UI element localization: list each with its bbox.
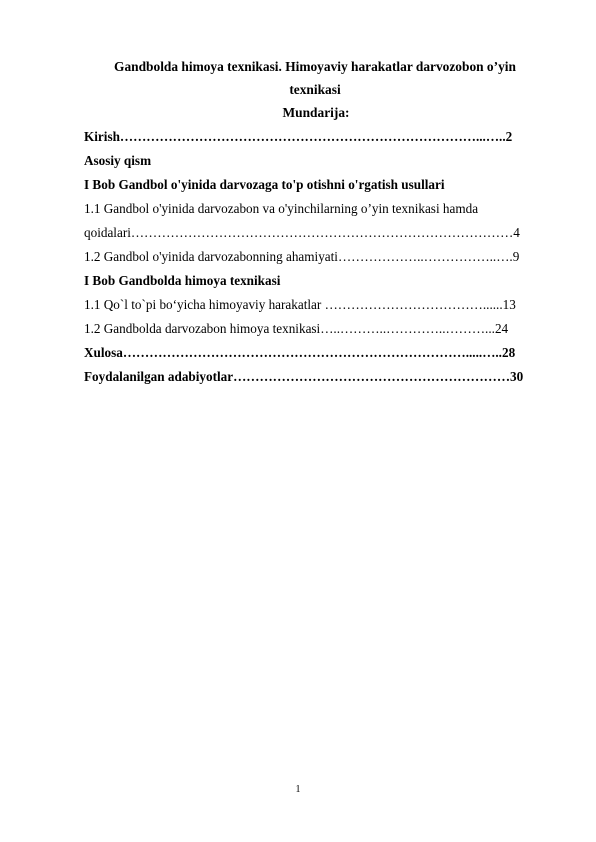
toc-entry-1-1-line-2: qoidalari……………………………………………………………………………4 bbox=[84, 225, 520, 240]
page-number: 1 bbox=[295, 784, 301, 795]
toc-entry-chapter-1: I Bob Gandbol o'yinida darvozaga to'p otishni o'rgatish usullari bbox=[84, 177, 445, 192]
toc-entry-chapter-2: I Bob Gandbolda himoya texnikasi bbox=[84, 273, 281, 288]
contents-heading: Mundarija: bbox=[282, 105, 350, 120]
toc-entry-1-1-line-1: 1.1 Gandbol o'yinida darvozabon va o'yinchilarning o’yin texnikasi hamda bbox=[84, 201, 479, 216]
toc-entry-2-1: 1.1 Qo`l to`pi bo‘yicha himoyaviy harakatlar ………………………………......13 bbox=[84, 297, 516, 312]
toc-entry-xulosa: Xulosa…………………………………………………………………….....…..28 bbox=[84, 345, 516, 360]
document-title-line-2: texnikasi bbox=[289, 82, 341, 97]
toc-entry-asosiy-qism: Asosiy qism bbox=[84, 153, 152, 168]
toc-entry-1-2: 1.2 Gandbol o'yinida darvozabonning ahamiyati………………..……………..….9 bbox=[84, 249, 520, 264]
document-title-line-1: Gandbolda himoya texnikasi. Himoyaviy harakatlar darvozobon o’yin bbox=[114, 59, 516, 74]
toc-entry-adabiyotlar: Foydalanilgan adabiyotlar………………………………………………………30 bbox=[84, 369, 524, 384]
toc-entry-kirish: Kirish………………………………………………………………………...…..2 bbox=[84, 129, 513, 144]
toc-entry-2-2: 1.2 Gandbolda darvozabon himoya texnikasi…..………..…………..………...24 bbox=[84, 321, 509, 336]
